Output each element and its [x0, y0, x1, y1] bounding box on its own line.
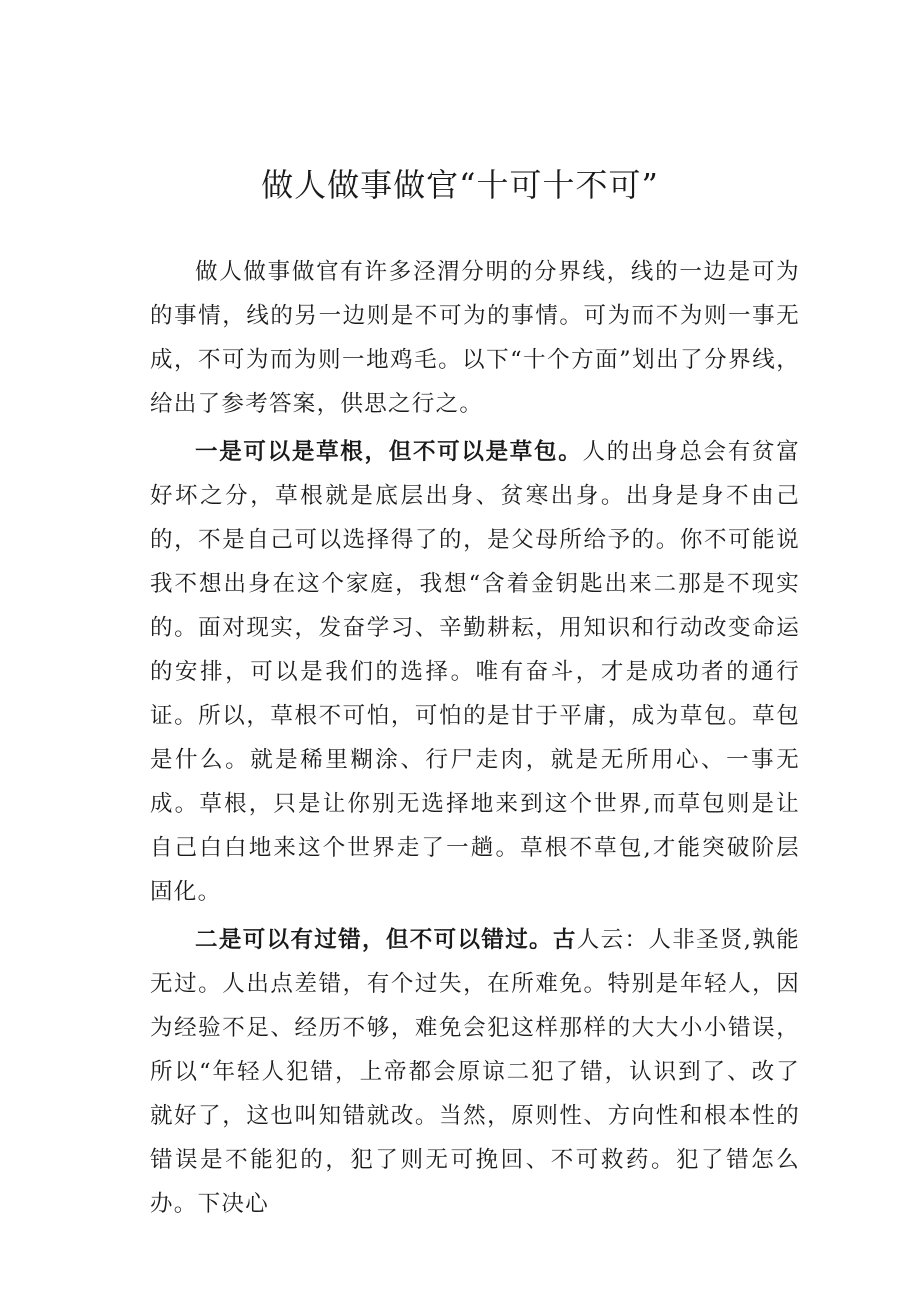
paragraph-point-one — [150, 430, 800, 914]
paragraph-text: 人云：人非圣贤,孰能无过。人出点差错，有个过失，在所难免。特别是年轻人，因为经验不足、经历不够，难免会犯这样那样的大大小小错误，所以“年轻人犯错，上帝都会原谅二犯了错，认识到了、改了就好了，这也叫知错就改。当然，原则性、方向性和根本性的错误是不能犯的，犯了则无可挽回、不可救药。犯了错怎么办。下决心 — [150, 927, 800, 1217]
paragraph-text: 人的出身总会有贫富好坏之分，草根就是底层出身、贫寒出身。出身是身不由己的，不是自己可以选择得了的，是父母所给予的。你不可能说我不想出身在这个家庭，我想“含着金钥匙出来二那是不现实的。面对现实，发奋学习、辛勤耕耘，用知识和行动改变命运的安排，可以是我们的选择。唯有奋斗，才是成功者的通行证。所以，草根不可怕，可怕的是甘于平庸，成为草包。草包是什么。就是稀里糊涂、行尸走肉，就是无所用心、一事无成。草根，只是让你别无选择地来到这个世界,而草包则是让自己白白地来这个世界走了一趟。草根不草包,才能突破阶层固化。 — [150, 439, 800, 905]
paragraph-intro — [150, 250, 800, 426]
document-title: 做人做事做官“十可十不可” — [261, 166, 659, 204]
paragraph-text: 做人做事做官有许多泾渭分明的分界线，线的一边是可为的事情，线的另一边则是不可为的事情。可为而不为则一事无成，不可为而为则一地鸡毛。以下“十个方面”划出了分界线，给出了参考答案，供思之行之。 — [150, 259, 800, 417]
document-body — [150, 250, 800, 1226]
paragraph-point-two — [150, 918, 800, 1226]
paragraph-lead: 二是可以有过错，但不可以错过。古 — [195, 927, 577, 953]
paragraph-lead: 一是可以是草根，但不可以是草包。 — [195, 439, 583, 465]
